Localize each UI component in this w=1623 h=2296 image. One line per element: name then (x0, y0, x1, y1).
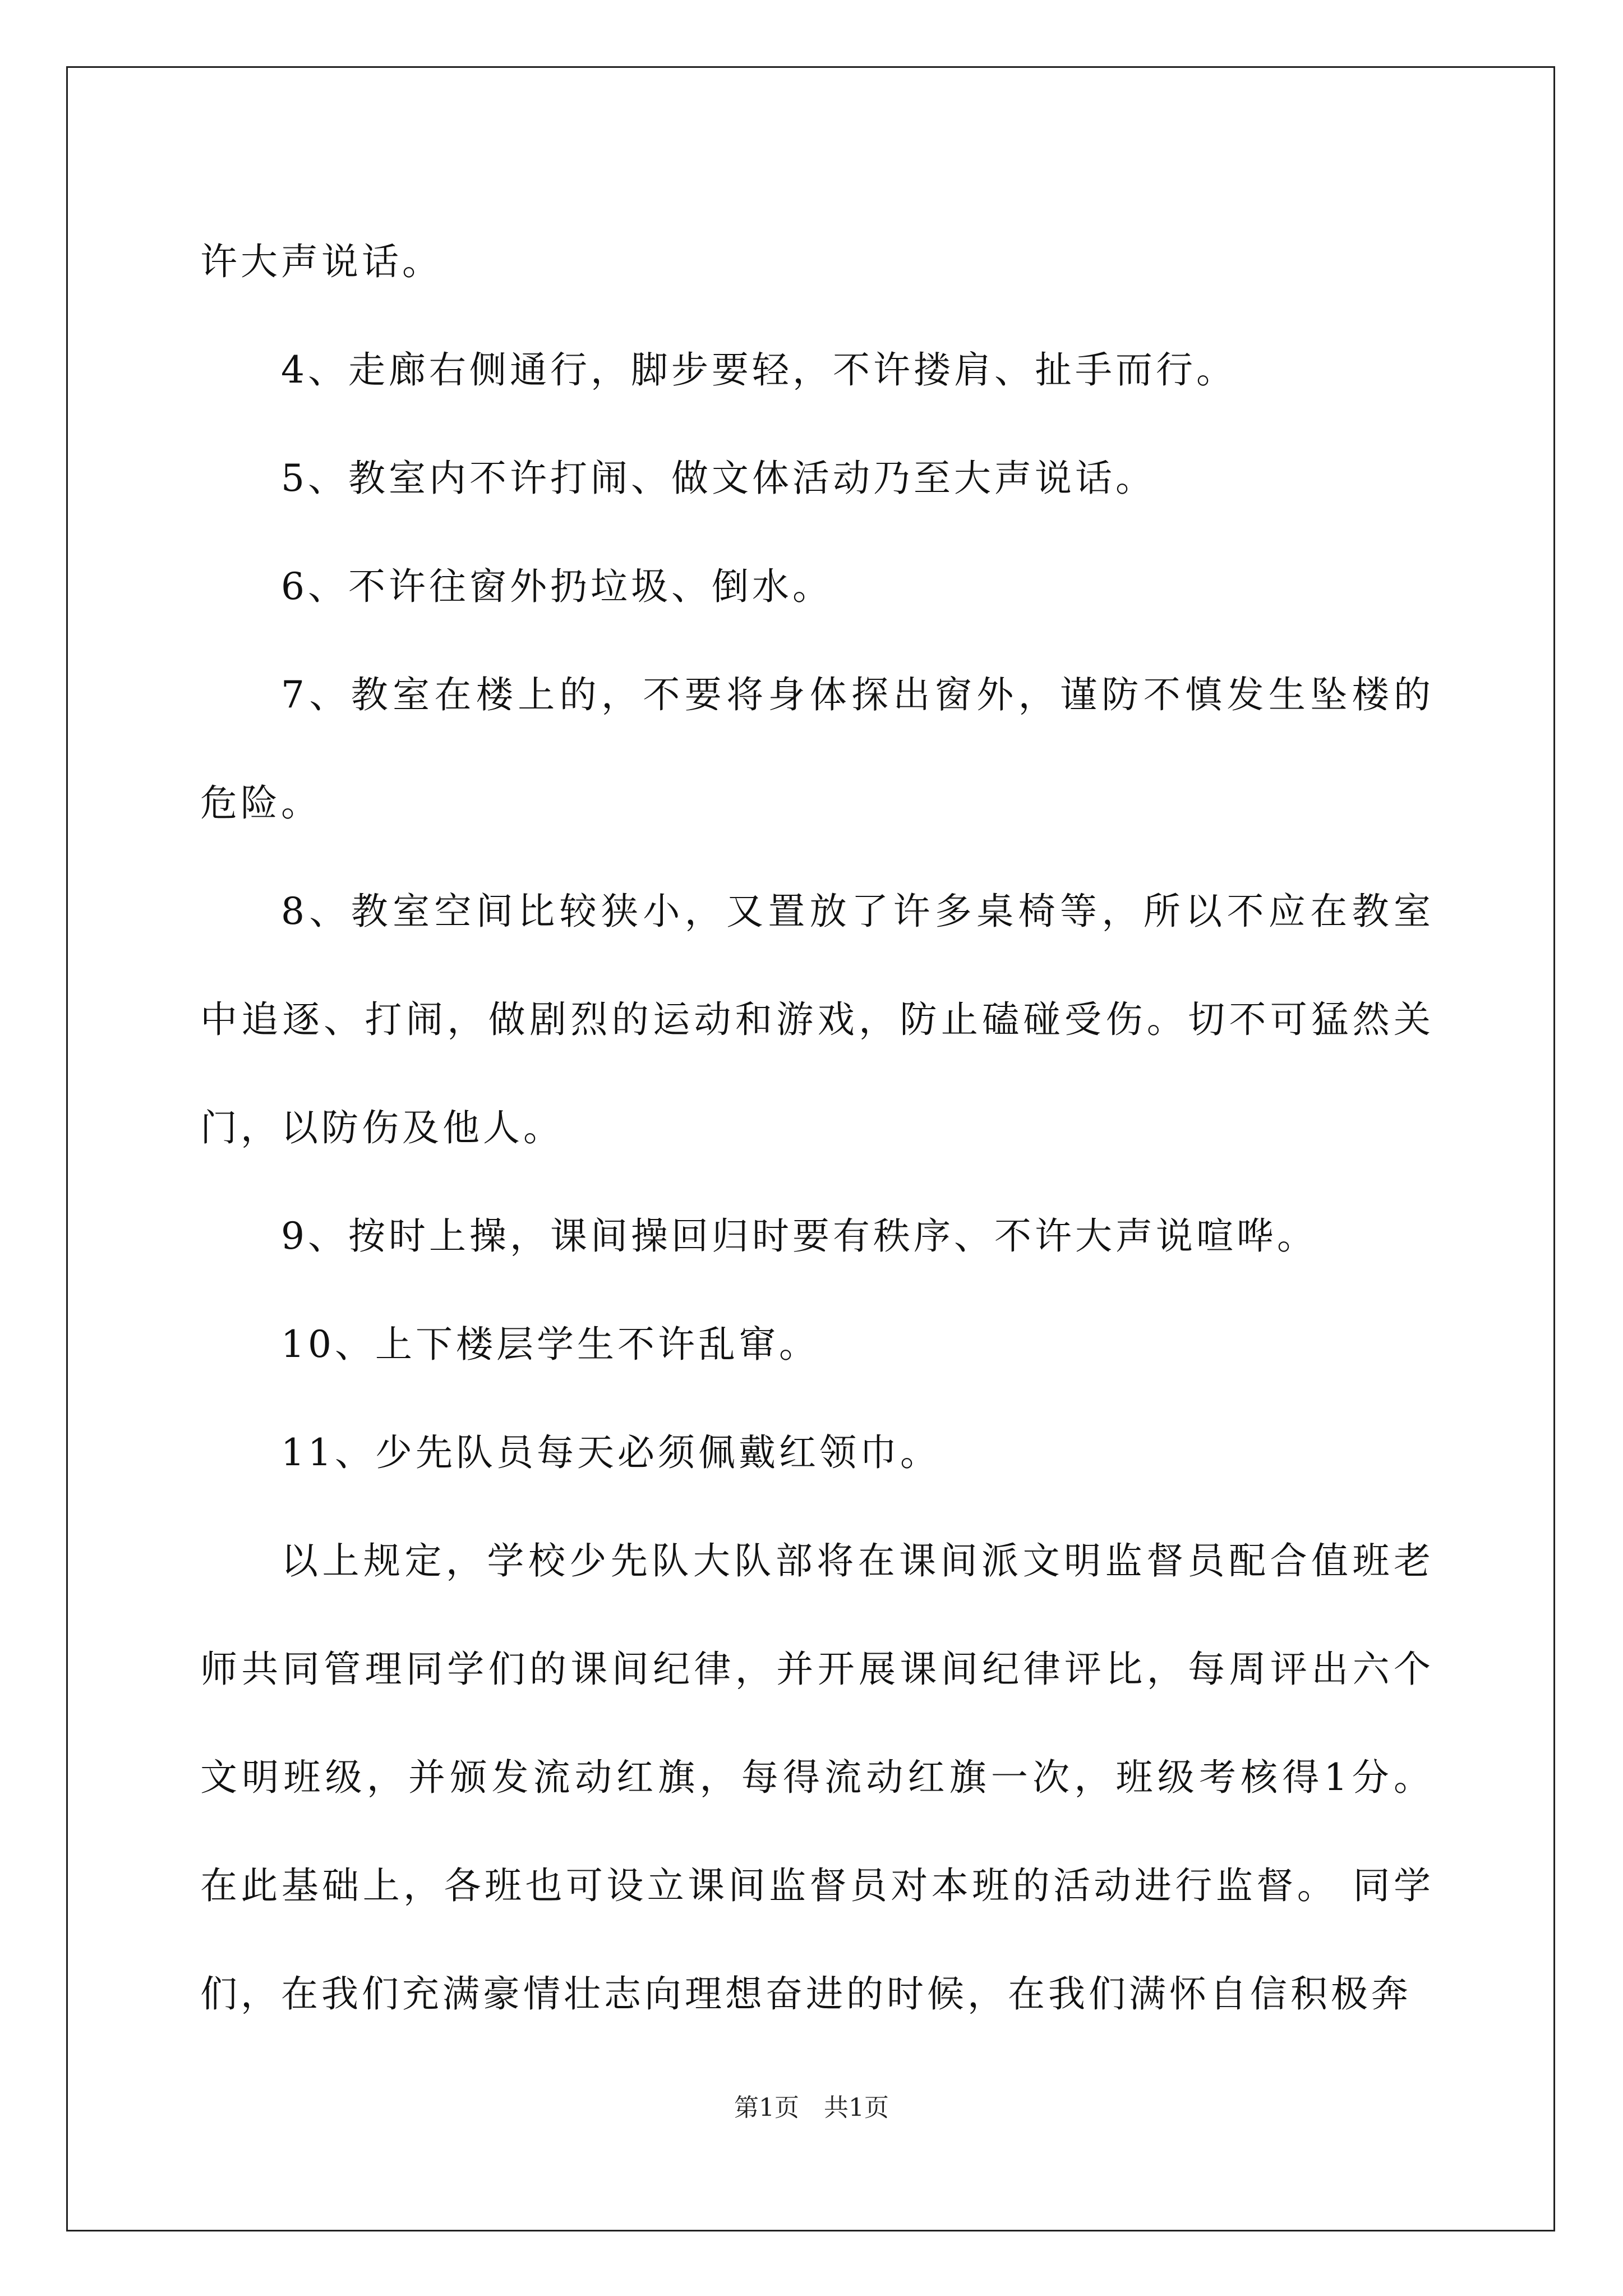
paragraph-summary: 以上规定，学校少先队大队部将在课间派文明监督员配合值班老师共同管理同学们的课间纪律，并开展课间纪律评比，每周评出六个文明班级，并颁发流动红旗，每得流动红旗一次，班级考核得1分。在此基础上，各班也可设立课间监督员对本班的活动进行监督。 同学们，在我们充满豪情壮志向理想奋进的时候，在我们满怀自信积极奔 (200, 1539, 1434, 2016)
page-footer (0, 2091, 1623, 2125)
paragraph-continuation: 许大声说话。 (200, 240, 442, 283)
page-total: 共1页 (824, 2093, 889, 2122)
paragraph-rule-8: 8、教室空间比较狭小，又置放了许多桌椅等，所以不应在教室中追逐、打闹，做剧烈的运动和游戏，防止磕碰受伤。切不可猛然关门，以防伤及他人。 (200, 890, 1434, 1149)
paragraph-rule-11: 11、少先队员每天必须佩戴红领巾。 (281, 1431, 940, 1474)
paragraph-rule-7: 7、教室在楼上的，不要将身体探出窗外，谨防不慎发生坠楼的危险。 (200, 673, 1434, 825)
paragraph-rule-6: 6、不许往窗外扔垃圾、倒水。 (281, 565, 833, 608)
paragraph-rule-5: 5、教室内不许打闹、做文体活动乃至大声说话。 (281, 457, 1156, 500)
paragraph-rule-10: 10、上下楼层学生不许乱窜。 (281, 1323, 819, 1366)
document-body (200, 208, 1434, 2048)
paragraph-rule-9: 9、按时上操，课间操回归时要有秩序、不许大声说喧哗。 (281, 1214, 1317, 1258)
page-number: 第1页 (734, 2093, 799, 2122)
paragraph-rule-4: 4、走廊右侧通行，脚步要轻，不许搂肩、扯手而行。 (281, 348, 1237, 392)
